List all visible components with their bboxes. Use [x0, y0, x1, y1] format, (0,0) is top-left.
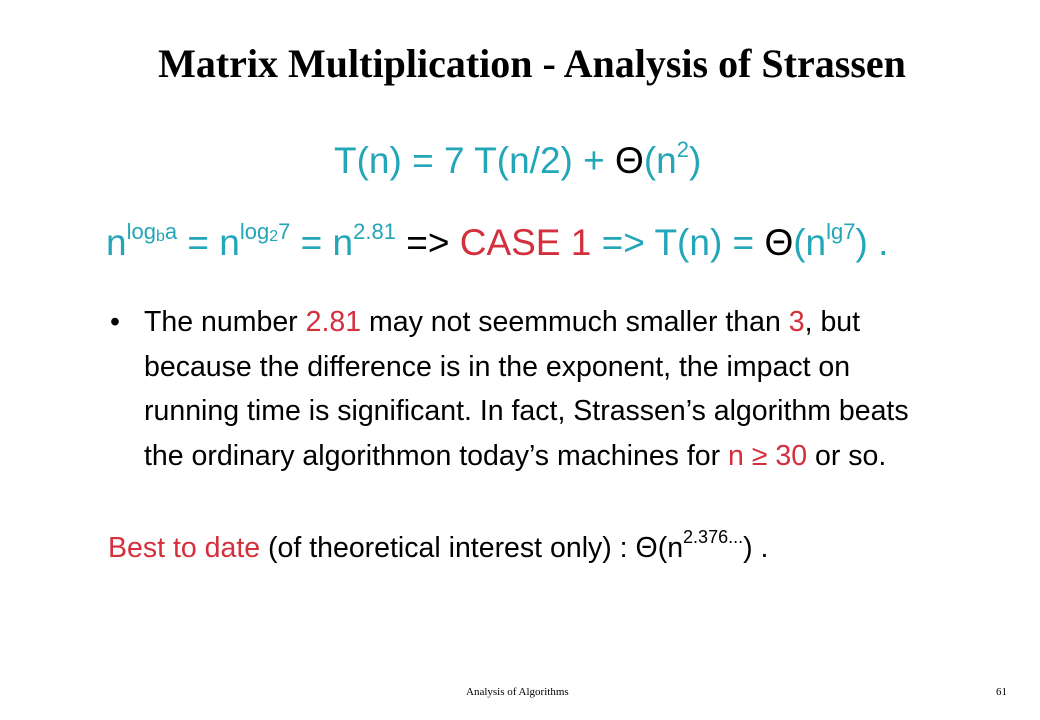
best-open: (n	[657, 532, 684, 564]
best-exponent: 2.376...	[683, 527, 744, 547]
case-arrow1: =>	[395, 222, 460, 263]
best-text: (of theoretical interest only) :	[260, 532, 636, 564]
bullet-icon: •	[110, 306, 120, 338]
case-theta: Θ	[764, 222, 794, 263]
case-label: CASE 1	[459, 222, 592, 263]
case-arrow2: => T(n) =	[591, 222, 765, 263]
recurrence-lhs: T(n) = 7 T(n/2) +	[334, 140, 616, 181]
case-equation	[106, 219, 889, 264]
case-exp-281: 2.81	[353, 219, 396, 244]
best-to-date-line	[108, 527, 769, 565]
recurrence-exponent: 2	[676, 137, 689, 162]
case-open: (n	[793, 222, 827, 263]
best-close: ) .	[743, 532, 769, 564]
footer-course-title: Analysis of Algorithms	[466, 686, 569, 698]
footer-page-number: 61	[996, 686, 1007, 698]
case-log1: logba	[126, 219, 178, 245]
recurrence-close: )	[688, 140, 702, 181]
slide-title: Matrix Multiplication - Analysis of Strassen	[158, 41, 906, 86]
best-theta: Θ	[635, 532, 658, 564]
recurrence-open: (n	[643, 140, 677, 181]
value-3: 3	[788, 306, 805, 338]
bullet-text: The number 2.81 may not seemmuch smaller than 3, but because the difference is in the exponent, the impact on running time is significant. In fact, Strassen’s algorithm beats the ordinary algorithmon today’s machines for n ≥ 30 or so.	[144, 306, 909, 472]
bullet-point	[110, 300, 930, 478]
case-close: ) .	[855, 222, 889, 263]
best-label: Best to date	[108, 532, 261, 564]
case-log2: log27	[239, 219, 291, 245]
case-eq2: = n	[290, 222, 354, 263]
value-281: 2.81	[305, 306, 362, 338]
case-exp-lg7: lg7	[826, 219, 856, 244]
recurrence-theta: Θ	[615, 140, 644, 181]
case-eq1: = n	[177, 222, 240, 263]
case-n1: n	[106, 222, 127, 263]
recurrence-equation	[334, 137, 702, 182]
value-n-ge-30: n ≥ 30	[728, 439, 808, 472]
